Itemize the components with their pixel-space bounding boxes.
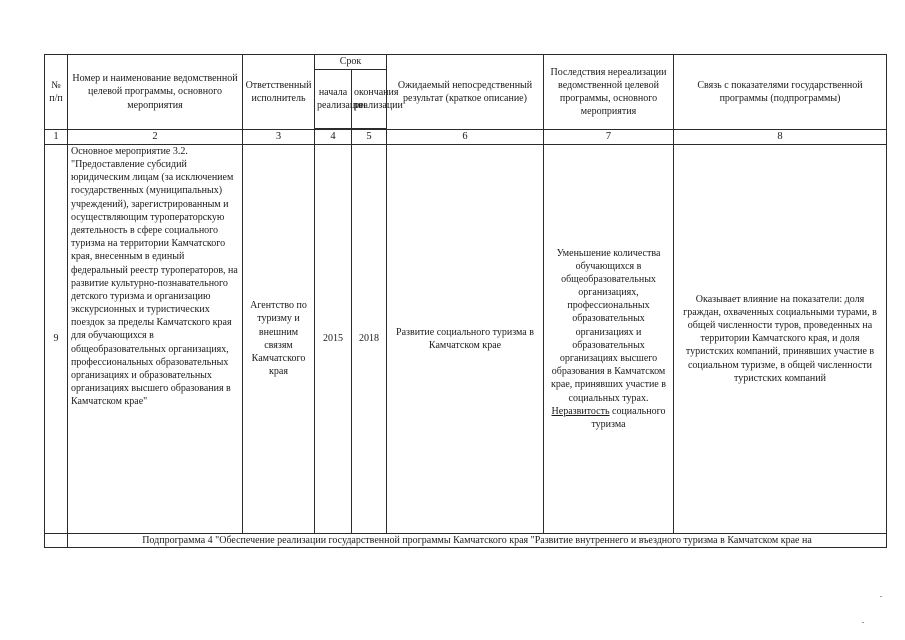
- header-term-end: окончания реализации: [352, 70, 387, 129]
- header-expected-result: Ожидаемый непосредственный результат (краткое описание): [387, 55, 544, 130]
- non-implementation-consequences: [544, 144, 674, 533]
- end-year: 2018: [352, 144, 387, 533]
- start-year: 2015: [315, 144, 352, 533]
- header-executor: Ответственный исполнитель: [243, 55, 315, 130]
- header-program-name: Номер и наименование ведомственной целевой программы, основного мероприятия: [68, 55, 243, 130]
- column-number-3: 3: [243, 130, 315, 145]
- column-number-8: 8: [674, 130, 887, 145]
- header-consequences: Последствия нереализации ведомственной целевой программы, основного мероприятия: [544, 55, 674, 130]
- scan-speck: [862, 622, 864, 623]
- consequences-tail: социального туризма: [591, 405, 666, 430]
- measure-name: Основное мероприятие 3.2. "Предоставление субсидий юридическим лицам (за исключением государственных (муниципальных) учреждений), зарегистрированным и осуществляющим туроператорскую деятельность в сфере социального туризма на территории Камчатского края, внесенным в единый федеральный реестр туроператоров, на развитие культурно-познавательного детского туризма и организацию экскурсионных и туристических поездок за пределы Камчатского края для обучающихся в общеобразовательных организациях, профессиональных образовательных организациях и образовательных организациях высшего образования в Камчатском крае": [68, 144, 243, 533]
- subprogram-row: [45, 533, 887, 547]
- row-number: 9: [45, 144, 68, 533]
- column-number-4: 4: [315, 130, 352, 145]
- scan-speck: [880, 596, 882, 597]
- indicator-link: Оказывает влияние на показатели: доля граждан, охваченных социальными турами, в общей численности туров, проведенных на территории Камчатского края, и доля туристских компаний, принявших участие в социальном туризме, в общей численности туристских компаний: [674, 144, 887, 533]
- header-indicator-link: Связь с показателями государственной программы (подпрограммы): [674, 55, 887, 130]
- responsible-executor: Агентство по туризму и внешним связям Камчатского края: [243, 144, 315, 533]
- column-number-2: 2: [68, 130, 243, 145]
- column-number-7: 7: [544, 130, 674, 145]
- consequences-underlined-word: Неразвитость: [551, 405, 610, 417]
- column-number-5: 5: [352, 130, 387, 145]
- column-number-1: 1: [45, 130, 68, 145]
- table-row: [45, 144, 887, 533]
- column-number-6: 6: [387, 130, 544, 145]
- consequences-text: Уменьшение количества обучающихся в общеобразовательных организациях, профессиональных образовательных организациях и образовательных организациях высшего образования в Камчатском крае, принявших участие в социальных турах.: [551, 247, 666, 404]
- header-term: Срок: [315, 55, 387, 70]
- header-term-start: начала реализации: [315, 70, 352, 129]
- measures-table: [44, 54, 887, 548]
- header-number: № п/п: [45, 55, 68, 130]
- subprogram-title: Подпрограмма 4 "Обеспечение реализации государственной программы Камчатского края "Развитие внутреннего и въездного туризма в Камчатском крае на: [68, 533, 887, 547]
- subprogram-empty-cell: [45, 533, 68, 547]
- expected-result: Развитие социального туризма в Камчатском крае: [387, 144, 544, 533]
